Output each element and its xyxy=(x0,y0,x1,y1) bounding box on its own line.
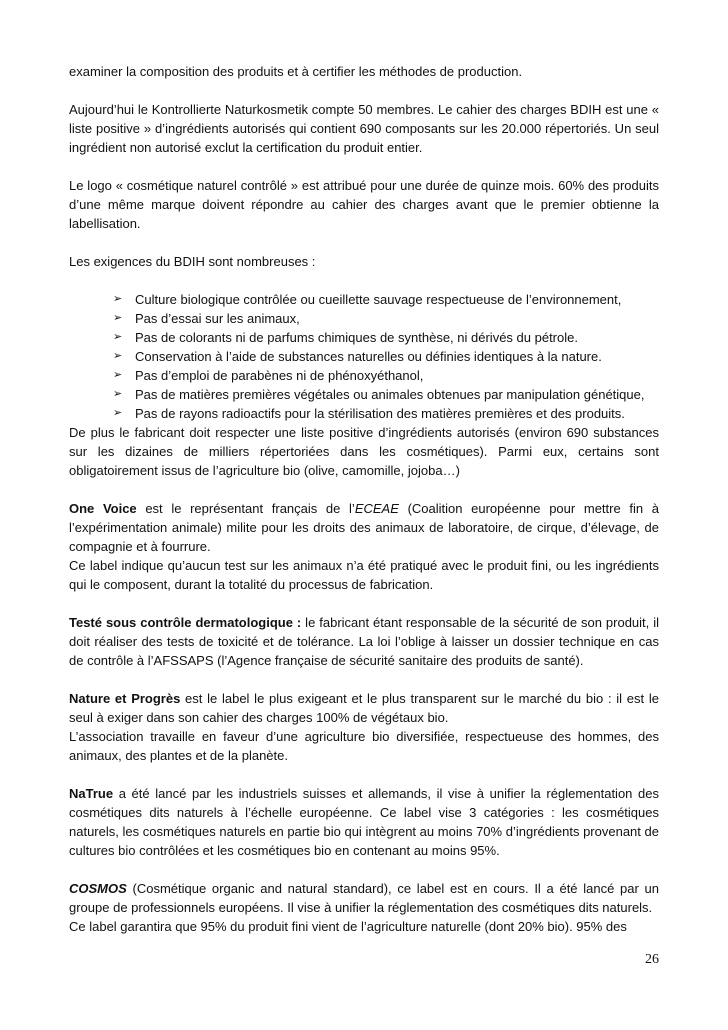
paragraph-bdih-members: Aujourd’hui le Kontrollierte Naturkosmetik compte 50 membres. Le cahier des charges BDIH est une « liste positive » d’ingrédients autorisés qui contient 690 composants sur les 20.000 répertoriés. Un seul ingrédient non autorisé exclut la certification du produit entier. xyxy=(69,102,659,155)
list-item: ➢ Pas de matières premières végétales ou animales obtenues par manipulation génétique, xyxy=(113,387,645,402)
arrow-bullet-icon: ➢ xyxy=(113,388,123,400)
eceae-label: ECEAE xyxy=(354,501,399,516)
paragraph-nature-progres: Nature et Progrès est le label le plus exigeant et le plus transparent sur le marché du bio : il est le seul à exiger dans son cahier des charges 100% de végétaux bio. xyxy=(69,691,659,725)
requirements-list xyxy=(69,290,659,423)
paragraph-cosmos: COSMOS (Cosmétique organic and natural standard), ce label est en cours. Il a été lancé par un groupe de professionnels européens. Il vise à unifier la réglementation des cosmétiques dits naturels. xyxy=(69,881,659,915)
list-item: ➢ Pas de rayons radioactifs pour la stérilisation des matières premières et des produits. xyxy=(113,406,625,421)
arrow-bullet-icon: ➢ xyxy=(113,312,123,324)
list-item: ➢ Pas d’emploi de parabènes ni de phénoxyéthanol, xyxy=(113,368,424,383)
arrow-bullet-icon: ➢ xyxy=(113,369,123,381)
cosmos-label: COSMOS xyxy=(69,881,127,896)
natrue-label: NaTrue xyxy=(69,786,114,801)
paragraph-positive-list: De plus le fabricant doit respecter une liste positive d’ingrédients autorisés (environ 690 substances sur les dizaines de milliers répertoriées dans les cosmétiques). Parmi eux, certains sont obligatoirement issus de l’agriculture bio (olive, camomille, jojoba…) xyxy=(69,425,659,478)
paragraph-nature-progres-detail: L’association travaille en faveur d’une agriculture bio diversifiée, respectueuse des hommes, des animaux, des plantes et de la planète. xyxy=(69,729,659,763)
list-item: ➢ Pas d’essai sur les animaux, xyxy=(113,311,300,326)
list-item: ➢ Pas de colorants ni de parfums chimiques de synthèse, ni dérivés du pétrole. xyxy=(113,330,578,345)
paragraph-one-voice-detail: Ce label indique qu’aucun test sur les animaux n’a été pratiqué avec le produit fini, ou les ingrédients qui le composent, durant la totalité du processus de fabrication. xyxy=(69,558,659,592)
paragraph-logo: Le logo « cosmétique naturel contrôlé » est attribué pour une durée de quinze mois. 60% des produits d’une même marque doivent répondre au cahier des charges avant que le premier obtienne la labellisation. xyxy=(69,178,659,231)
teste-label: Testé sous contrôle dermatologique : xyxy=(69,615,302,630)
paragraph-cosmos-detail: Ce label garantira que 95% du produit fini vient de l’agriculture naturelle (dont 20% bio). 95% des xyxy=(69,919,627,934)
paragraph-intro: examiner la composition des produits et à certifier les méthodes de production. xyxy=(69,64,523,79)
paragraph-requirements-heading: Les exigences du BDIH sont nombreuses : xyxy=(69,254,316,269)
paragraph-teste-dermatologique: Testé sous contrôle dermatologique : le fabricant étant responsable de la sécurité de son produit, il doit réaliser des tests de toxicité et de tolérance. La loi l’oblige à laisser un dossier technique en cas de contrôle à l’AFSSAPS (l’Agence française de sécurité sanitaire des produits de santé). xyxy=(69,615,659,668)
document-body xyxy=(69,62,659,936)
list-item: ➢ Conservation à l’aide de substances naturelles ou définies identiques à la nature. xyxy=(113,349,602,364)
nature-progres-label: Nature et Progrès xyxy=(69,691,181,706)
list-item: ➢ Culture biologique contrôlée ou cueillette sauvage respectueuse de l’environnement, xyxy=(113,292,622,307)
arrow-bullet-icon: ➢ xyxy=(113,407,123,419)
arrow-bullet-icon: ➢ xyxy=(113,350,123,362)
paragraph-one-voice: One Voice est le représentant français de l’ECEAE (Coalition européenne pour mettre fin à l’expérimentation animale) milite pour les droits des animaux de laboratoire, de cirque, d’élevage, de compagnie et à fourrure. xyxy=(69,501,659,554)
page-number: 26 xyxy=(645,952,659,967)
paragraph-natrue: NaTrue a été lancé par les industriels suisses et allemands, il vise à unifier la réglementation des cosmétiques dits naturels à l’échelle européenne. Ce label vise 3 catégories : les cosmétiques naturels, les cosmétiques naturels en partie bio qui intègrent au moins 70% d’ingrédients provenant de cultures bio contrôlées et les cosmétiques bio en contenant au moins 95%. xyxy=(69,786,659,858)
one-voice-label: One Voice xyxy=(69,501,137,516)
arrow-bullet-icon: ➢ xyxy=(113,293,123,305)
arrow-bullet-icon: ➢ xyxy=(113,331,123,343)
